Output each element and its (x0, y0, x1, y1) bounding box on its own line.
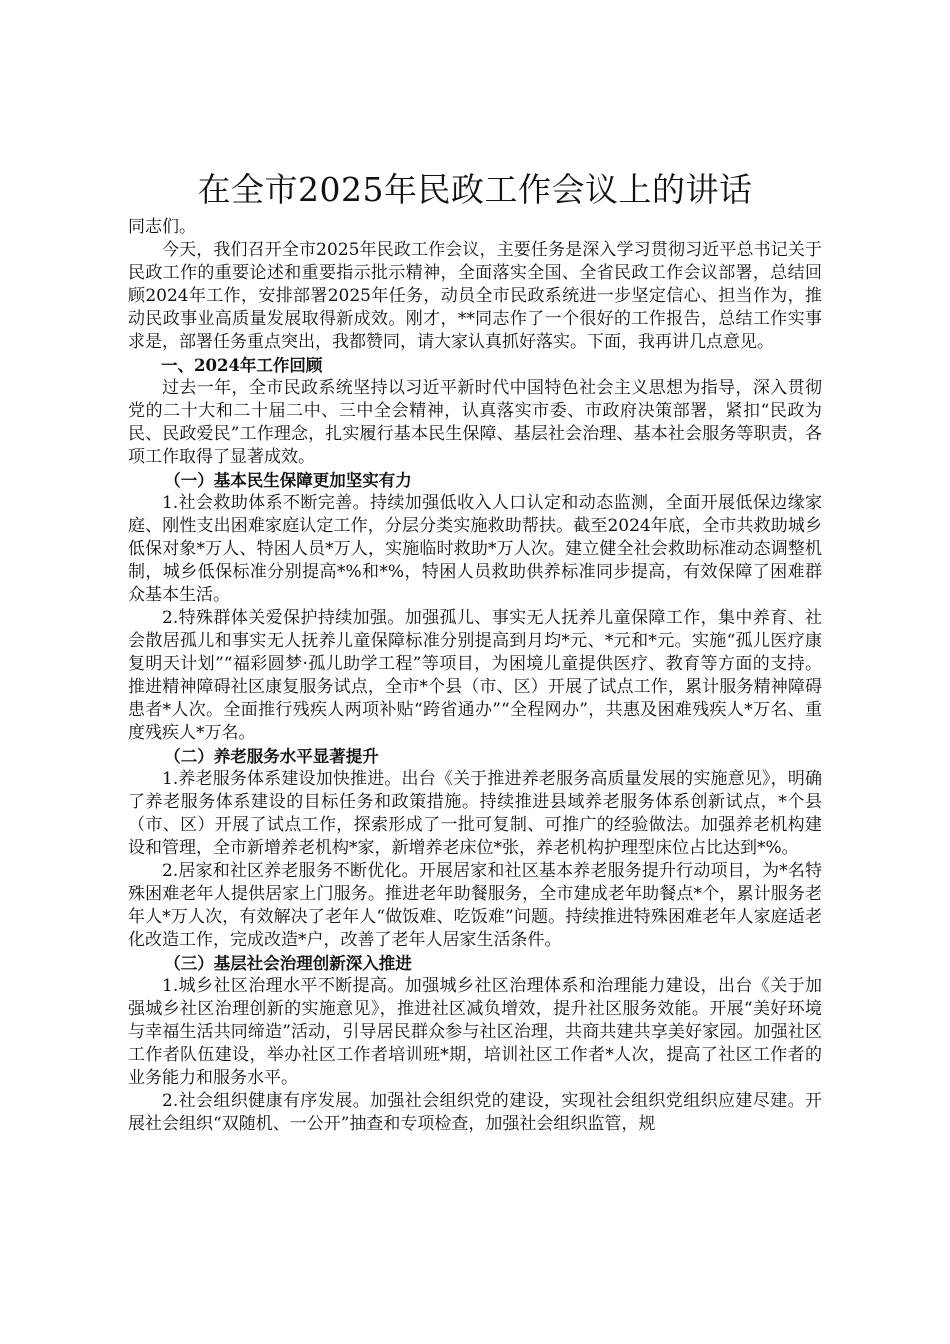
paragraph: 2.社会组织健康有序发展。加强社会组织党的建设，实现社会组织党组织应建尽建。开展社会组织“双随机、一公开”抽查和专项检查，加强社会组织监管，规 (128, 1091, 822, 1134)
document-page (128, 168, 822, 1136)
paragraph: 2.特殊群体关爱保护持续加强。加强孤儿、事实无人抚养儿童保障工作，集中养育、社会散居孤儿和事实无人抚养儿童保障标准分别提高到月均*元、*元和*元。实施“孤儿医疗康复明天计划”“福彩圆梦·孤儿助学工程”等项目，为困境儿童提供医疗、教育等方面的支持。推进精神障碍社区康复服务试点，全市*个县（市、区）开展了试点工作，累计服务精神障碍患者*人次。全面推行残疾人两项补贴“跨省通办”“全程网办”，共惠及困难残疾人*万名、重度残疾人*万名。 (128, 608, 822, 743)
paragraph: 今天，我们召开全市2025年民政工作会议，主要任务是深入学习贯彻习近平总书记关于民政工作的重要论述和重要指示批示精神，全面落实全国、全省民政工作会议部署，总结回顾2024年工作，安排部署2025年任务，动员全市民政系统进一步坚定信心、担当作为，推动民政事业高质量发展取得新成效。刚才，**同志作了一个很好的工作报告，总结工作实事求是，部署任务重点突出，我都赞同，请大家认真抓好落实。下面，我再讲几点意见。 (128, 240, 822, 352)
paragraph: 2.居家和社区养老服务不断优化。开展居家和社区基本养老服务提升行动项目，为*名特殊困难老年人提供居家上门服务。推进老年助餐服务，全市建成老年助餐点*个，累计服务老年人*万人次，有效解决了老年人“做饭难、吃饭难”问题。持续推进特殊困难老年人家庭适老化改造工作，完成改造*户，改善了老年人居家生活条件。 (128, 861, 822, 950)
section-heading: （二）养老服务水平显著提升 (164, 747, 379, 766)
paragraph: 同志们。 (128, 217, 196, 237)
document-body (128, 216, 822, 1136)
section-heading: （三）基层社会治理创新深入推进 (164, 954, 412, 973)
paragraph: 过去一年，全市民政系统坚持以习近平新时代中国特色社会主义思想为指导，深入贯彻党的二十大和二十届二中、三中全会精神，认真落实市委、市政府决策部署，紧扣“民政为民、民政爱民”工作理念，扎实履行基本民生保障、基层社会治理、基本社会服务等职责，各项工作取得了显著成效。 (128, 378, 822, 467)
section-heading: （一）基本民生保障更加坚实有力 (164, 471, 412, 490)
section-heading: 一、2024年工作回顾 (161, 356, 323, 375)
paragraph: 1.城乡社区治理水平不断提高。加强城乡社区治理体系和治理能力建设，出台《关于加强城乡社区治理创新的实施意见》，推进社区减负增效，提升社区服务效能。开展“美好环境与幸福生活共同缔造”活动，引导居民群众参与社区治理，共商共建共享美好家园。加强社区工作者队伍建设，举办社区工作者培训班*期，培训社区工作者*人次，提高了社区工作者的业务能力和服务水平。 (128, 976, 822, 1088)
paragraph: 1.养老服务体系建设加快推进。出台《关于推进养老服务高质量发展的实施意见》，明确了养老服务体系建设的目标任务和政策措施。持续推进县域养老服务体系创新试点，*个县（市、区）开展了试点工作，探索形成了一批可复制、可推广的经验做法。加强养老机构建设和管理，全市新增养老机构*家，新增养老床位*张，养老机构护理型床位占比达到*%。 (128, 769, 822, 858)
document-title: 在全市2025年民政工作会议上的讲话 (197, 170, 753, 209)
paragraph: 1.社会救助体系不断完善。持续加强低收入人口认定和动态监测，全面开展低保边缘家庭、刚性支出困难家庭认定工作，分层分类实施救助帮扶。截至2024年底，全市共救助城乡低保对象*万人、特困人员*万人，实施临时救助*万人次。建立健全社会救助标准动态调整机制，城乡低保标准分别提高*%和*%，特困人员救助供养标准同步提高，有效保障了困难群众基本生活。 (128, 493, 822, 605)
